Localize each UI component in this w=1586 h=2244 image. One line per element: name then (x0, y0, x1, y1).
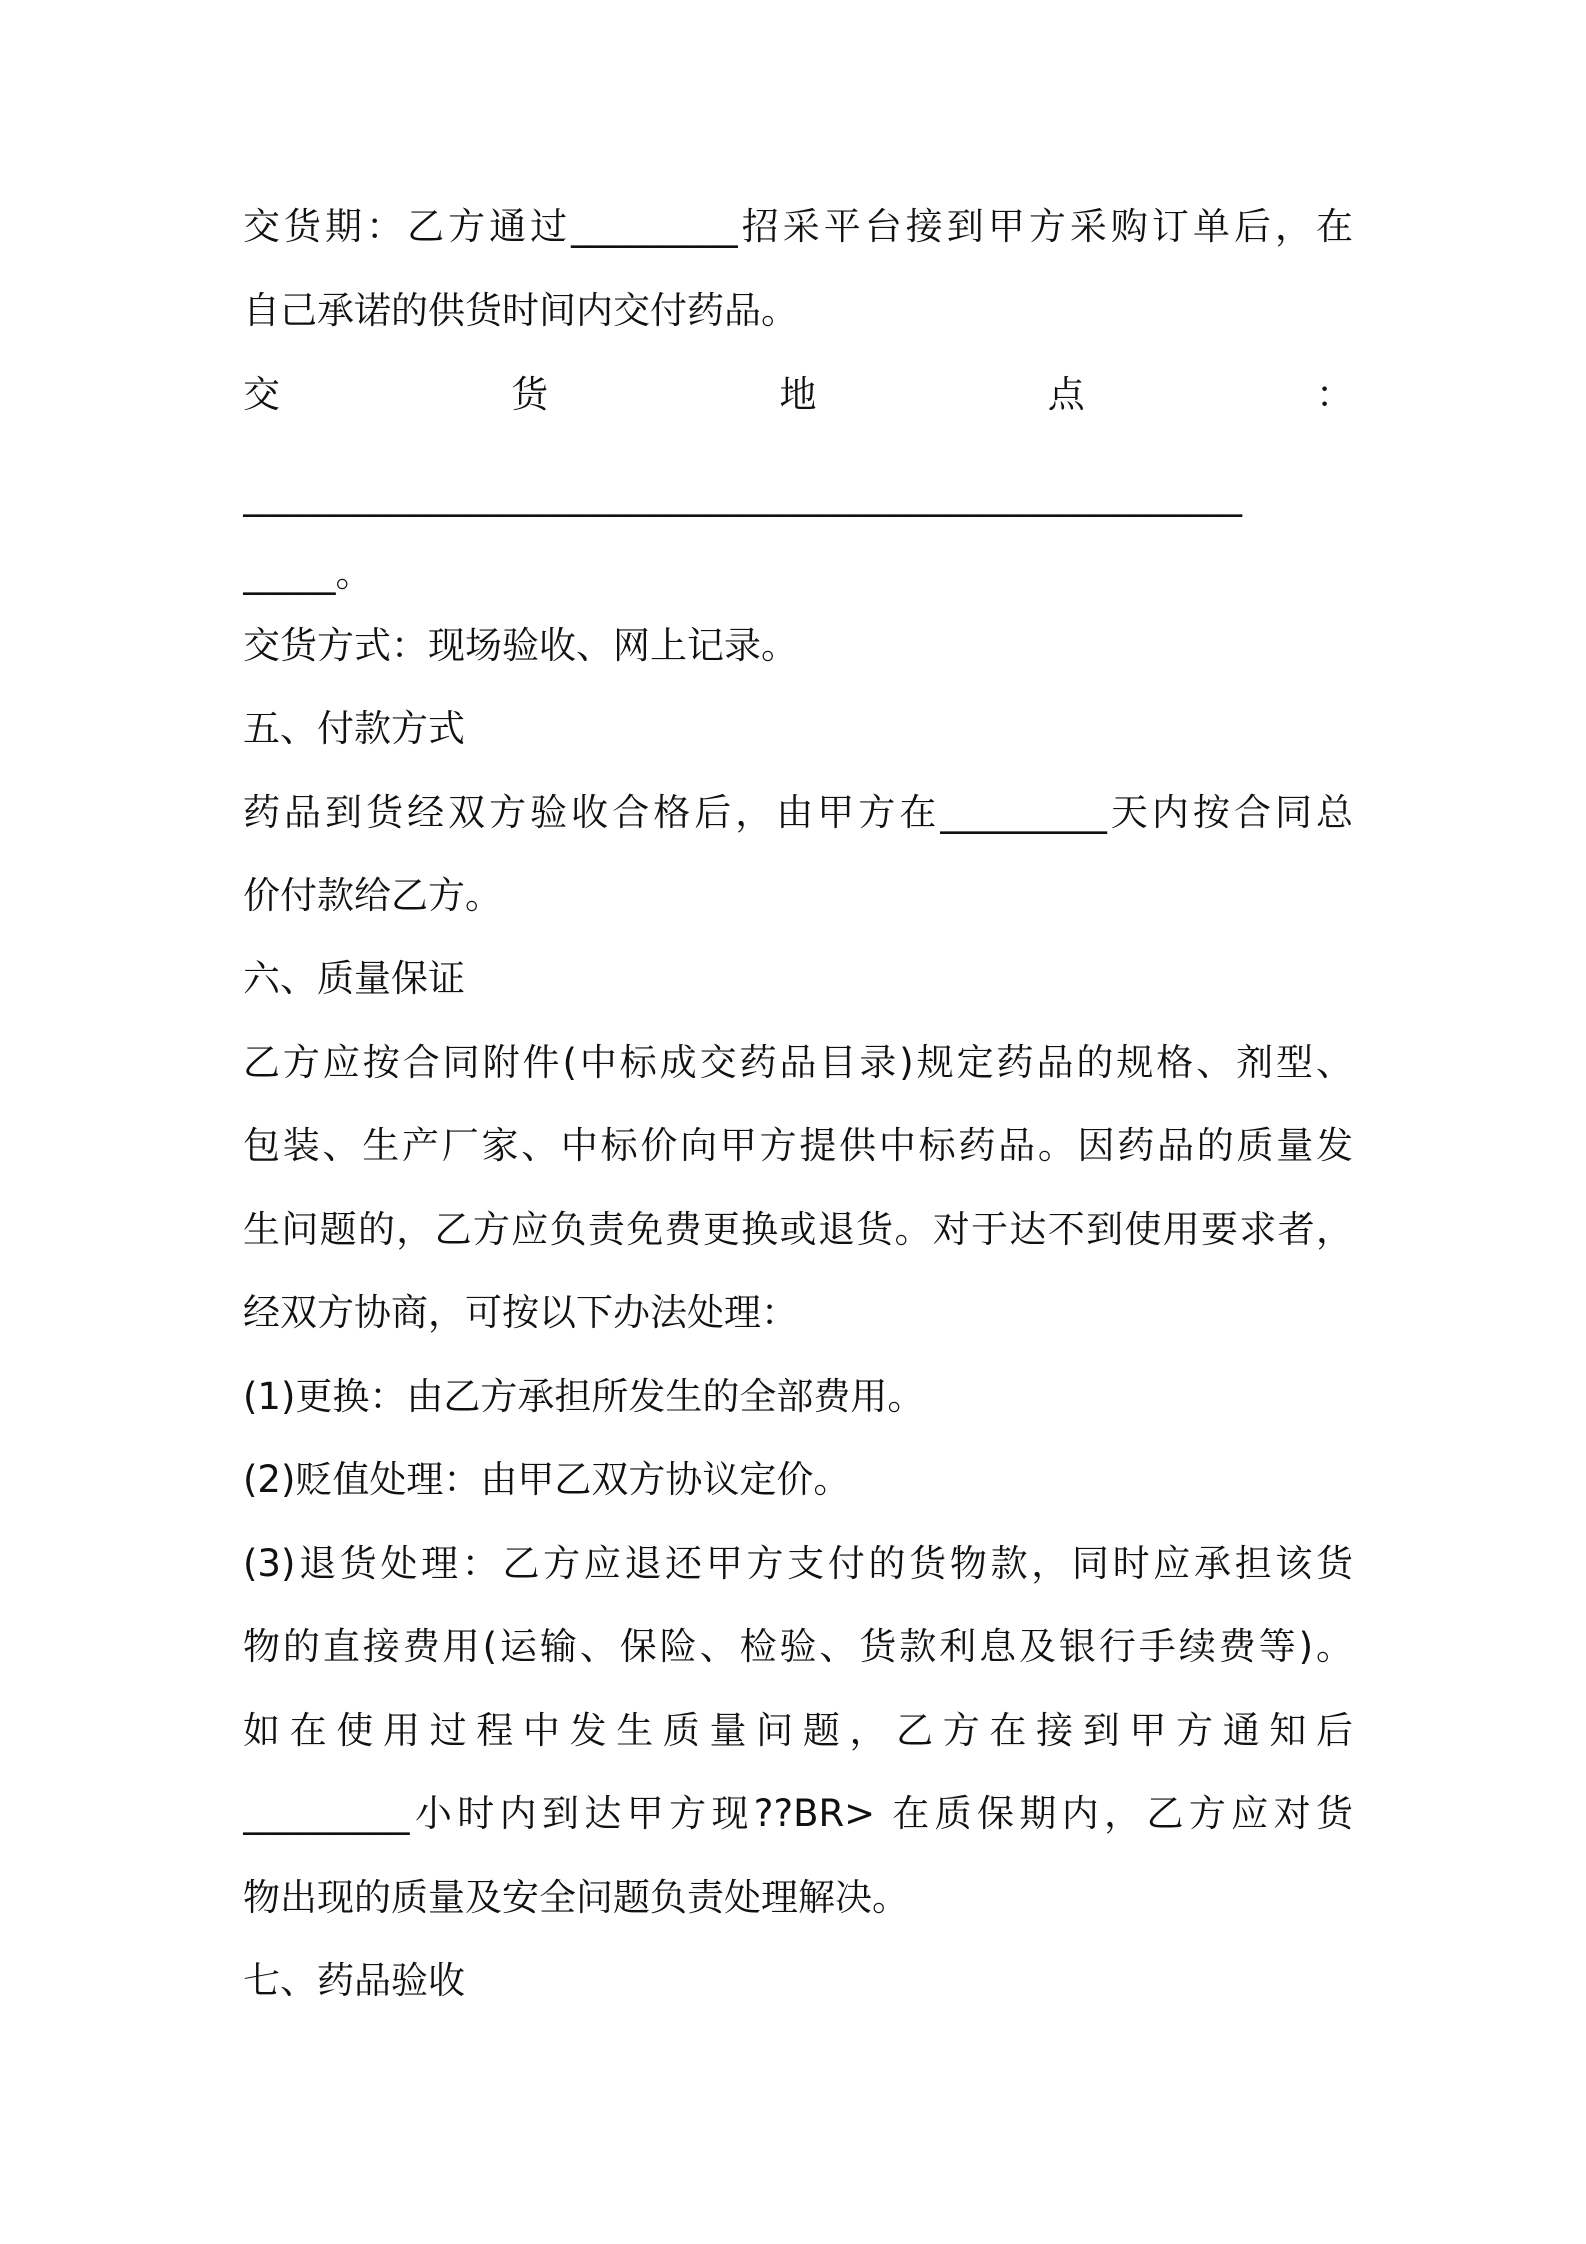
section-heading-acceptance: 七、药品验收 (243, 1959, 465, 2002)
delivery-place-char: 货 (511, 373, 549, 416)
text-line-option-return-2: 物的直接费用(运输、保险、检验、货款利息及银行手续费等)。 (243, 1625, 1353, 1668)
delivery-place-char: 点 (1047, 373, 1085, 416)
text-line-quality-4: 经双方协商，可按以下办法处理： (243, 1291, 798, 1334)
text-line-quality-2: 包装、生产厂家、中标价向甲方提供中标药品。因药品的质量发 (243, 1124, 1353, 1167)
text-line-payment-2: 价付款给乙方。 (243, 874, 502, 917)
text-line-delivery-period-2: 自己承诺的供货时间内交付药品。 (243, 289, 798, 332)
delivery-place-label (243, 369, 1353, 421)
text-line-quality-1: 乙方应按合同附件(中标成交药品目录)规定药品的规格、剂型、 (243, 1041, 1353, 1084)
text-line-option-replace: (1)更换：由乙方承担所发生的全部费用。 (243, 1375, 925, 1418)
delivery-place-char: 交 (243, 373, 280, 416)
section-heading-quality: 六、质量保证 (243, 957, 465, 1000)
text-line-payment-1: 药品到货经双方验收合格后，由甲方在_________天内按合同总 (243, 791, 1353, 834)
delivery-place-blank-line: ______________________________________________________ (243, 474, 1242, 517)
delivery-place-char: 地 (779, 373, 817, 416)
text-line-usage-issue-1: 如在使用过程中发生质量问题，乙方在接到甲方通知后 (243, 1709, 1353, 1752)
text-line-delivery-method: 交货方式：现场验收、网上记录。 (243, 624, 798, 667)
section-heading-payment: 五、付款方式 (243, 707, 465, 750)
text-line-option-return-1: (3)退货处理：乙方应退还甲方支付的货物款，同时应承担该货 (243, 1542, 1353, 1585)
text-line-quality-3: 生问题的，乙方应负责免费更换或退货。对于达不到使用要求者， (243, 1208, 1353, 1251)
text-line-usage-issue-3: 物出现的质量及安全问题负责处理解决。 (243, 1876, 909, 1919)
text-line-usage-issue-2: _________小时内到达甲方现??BR> 在质保期内，乙方应对货 (243, 1792, 1353, 1835)
delivery-place-blank-end: _____。 (243, 552, 373, 595)
text-line-option-depreciate: (2)贬值处理：由甲乙双方协议定价。 (243, 1458, 851, 1501)
text-line-delivery-period-1: 交货期：乙方通过_________招采平台接到甲方采购订单后，在 (243, 205, 1353, 248)
delivery-place-char: ： (1316, 373, 1353, 416)
